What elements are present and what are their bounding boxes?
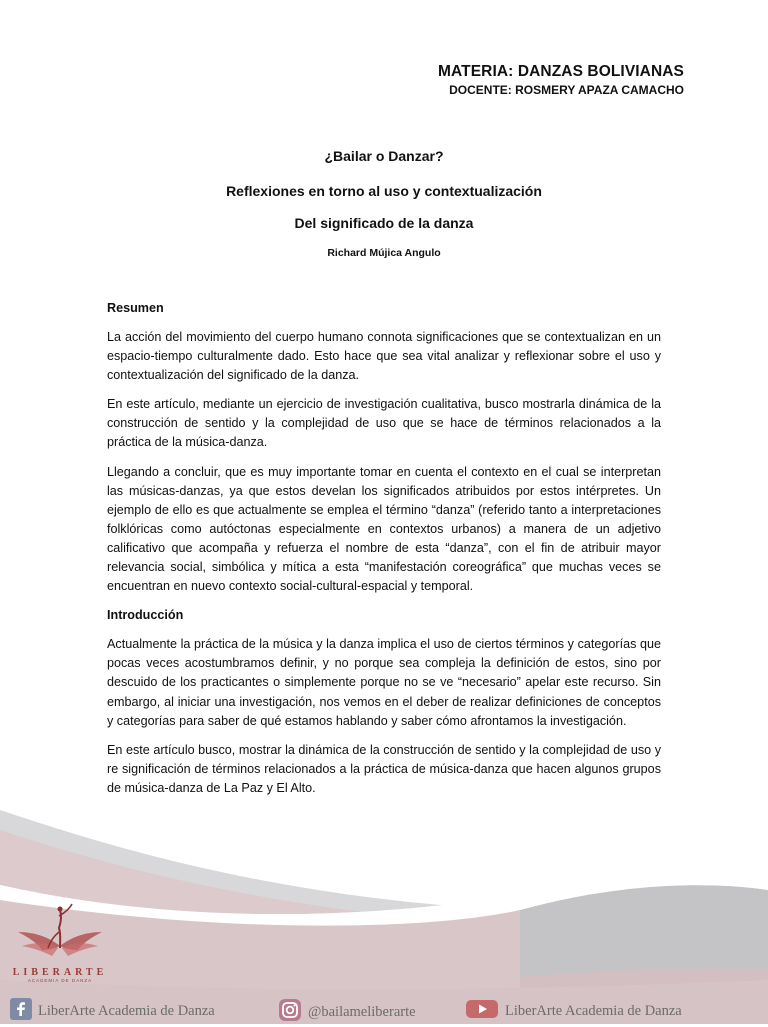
youtube-link[interactable] <box>465 998 682 1025</box>
youtube-icon <box>465 998 499 1025</box>
decorative-wave-band <box>0 790 768 1024</box>
youtube-text: LiberArte Academia de Danza <box>505 1003 682 1019</box>
document-body <box>107 299 661 808</box>
liberarte-logo <box>10 902 110 983</box>
resumen-paragraph-3: Llegando a concluir, que es muy importante tomar en cuenta el contexto en el cual se interpretan las músicas-danzas, ya que estos develan los significados atribuidos por estos intérpretes. Un ejemplo de ello es que actualmente se emplea el término “danza” (referido tanto a interpretaciones folklóricas como autóctonas especialmente en contextos urbanos) a manera de un adjetivo calificativo que acompaña y refuerza el nombre de esta “danza”, con el fin de atribuir mayor relevancia social, simbólica y mítica a esta “manifestación coreográfica” que muchas veces se encuentran en nuevo contexto social-cultural-espacial y temporal. <box>107 464 661 594</box>
logo-tagline: ACADEMIA DE DANZA <box>27 978 93 983</box>
introduccion-paragraph-2: En este artículo busco, mostrar la dinámica de la construcción de sentido y la complejidad de uso y re significación de términos relacionados a la práctica de música-danza que hacen algunos grupos de música-danza de La Paz y El Alto. <box>107 742 661 795</box>
introduccion-heading: Introducción <box>107 608 184 623</box>
document-subtitle-line1: Reflexiones en torno al uso y contextualización <box>226 183 542 199</box>
document-header <box>438 62 684 98</box>
subject-heading: MATERIA: DANZAS BOLIVIANAS <box>438 63 684 80</box>
teacher-line: DOCENTE: ROSMERY APAZA CAMACHO <box>449 83 684 97</box>
instagram-text: @bailameliberarte <box>308 1004 416 1020</box>
facebook-link[interactable] <box>10 998 215 1025</box>
document-title: ¿Bailar o Danzar? <box>324 148 444 164</box>
resumen-paragraph-2: En este artículo, mediante un ejercicio de investigación cualitativa, busco mostrarla dinámica de la construcción de sentido y la complejidad de uso que se hace de términos relacionados a la práctica de la música-danza. <box>107 397 661 450</box>
facebook-icon <box>10 998 32 1025</box>
document-subtitle-line2: Del significado de la danza <box>294 215 474 231</box>
instagram-icon <box>278 998 302 1027</box>
resumen-heading: Resumen <box>107 301 164 315</box>
introduccion-paragraph-1: Actualmente la práctica de la música y la danza implica el uso de ciertos términos y categorías que pocas veces acostumbramos definir, y no porque sea compleja la definición de estos, sino por descuido de los practicantes o simplemente porque no se ve “necesario” apelar este recurso. Sin embargo, al iniciar una investigación, nos vemos en el deber de realizar definiciones de conceptos y categorías para saber de qué estamos hablando y saber cómo afrontamos la investigación. <box>107 637 661 728</box>
resumen-paragraph-1: La acción del movimiento del cuerpo humano connota significaciones que se contextualizan en un espacio-tiempo culturalmente dado. Esto hace que sea vital analizar y reflexionar sobre el uso y contextualización del significado de la danza. <box>107 330 661 383</box>
dancer-wings-icon <box>12 902 108 964</box>
instagram-link[interactable] <box>278 998 416 1027</box>
logo-name: LIBERARTE <box>12 967 108 978</box>
document-author: Richard Mújica Angulo <box>327 247 441 259</box>
facebook-text: LiberArte Academia de Danza <box>38 1003 215 1019</box>
social-footer <box>0 996 768 1024</box>
